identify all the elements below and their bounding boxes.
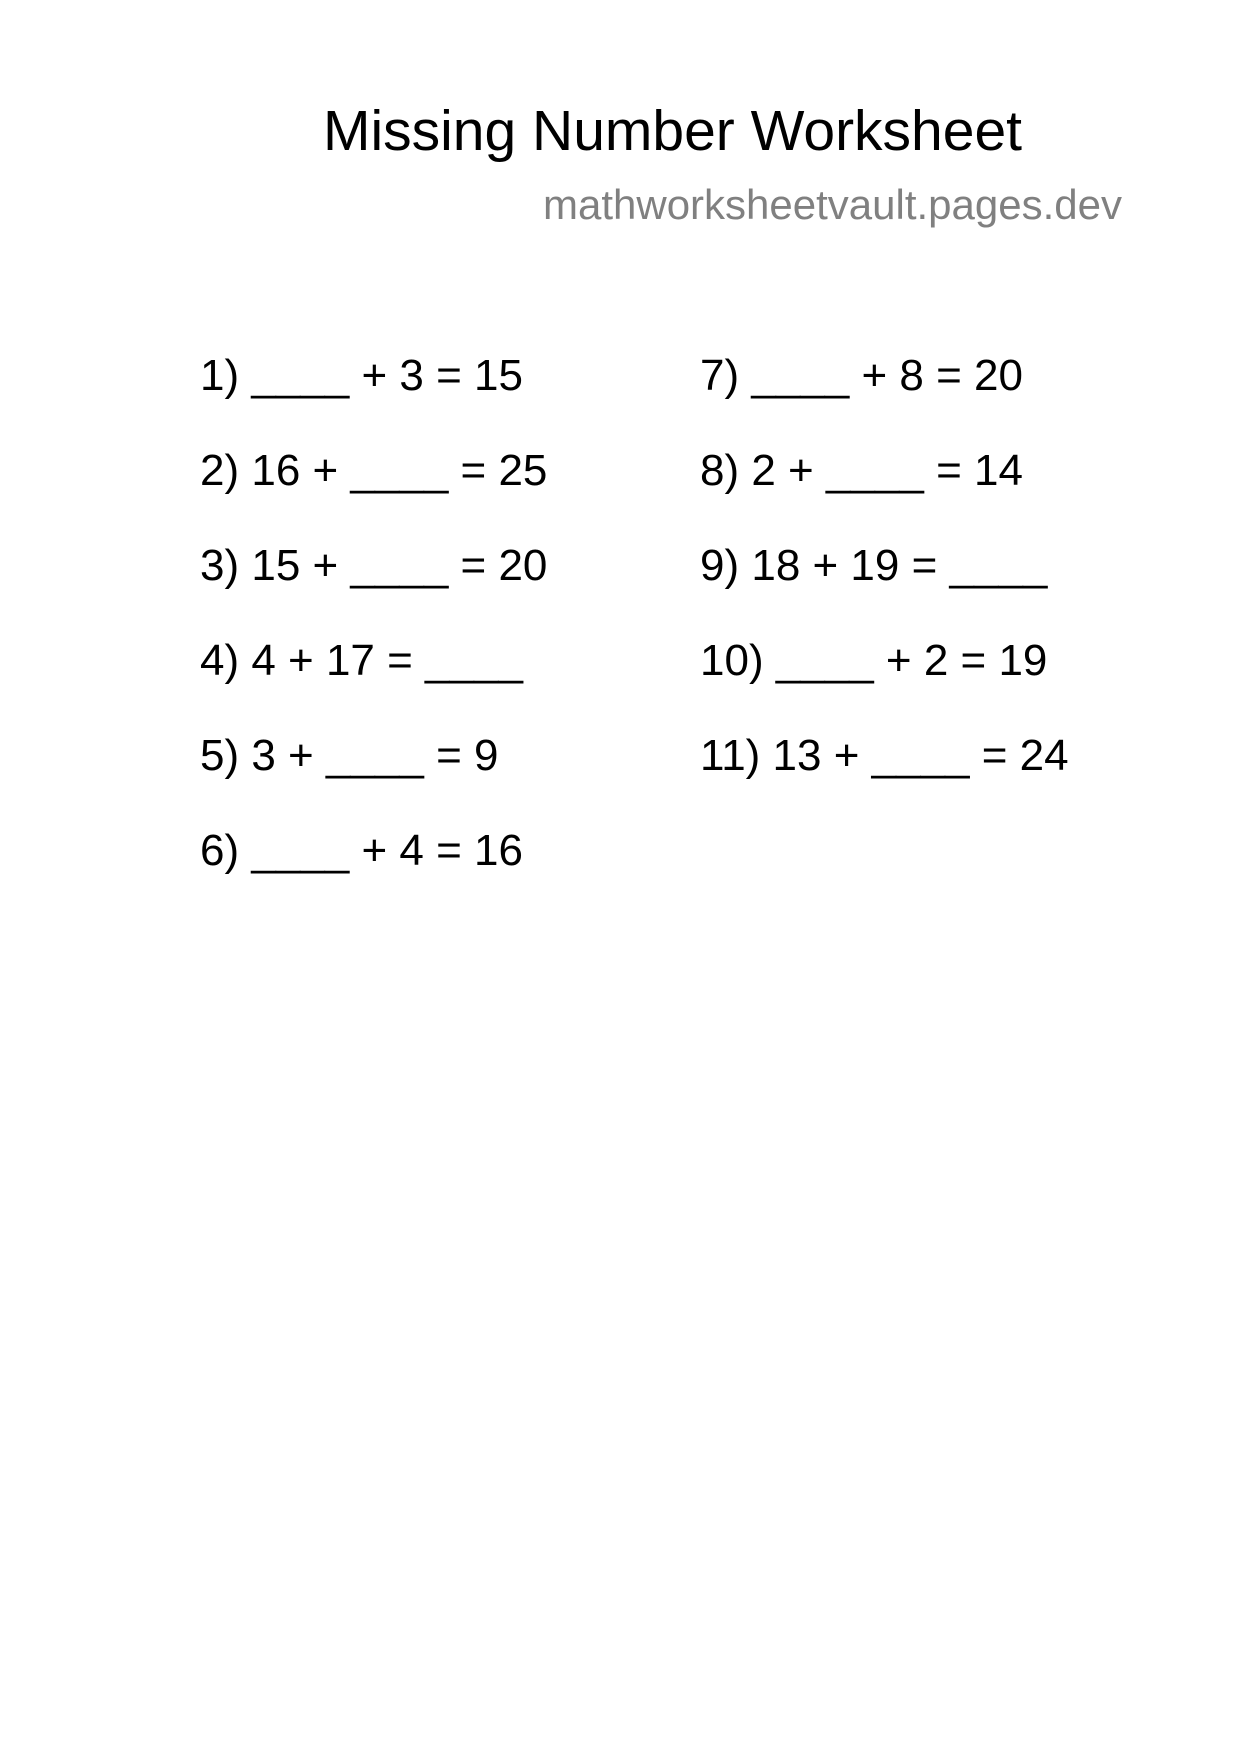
problem-9: 9) 18 + 19 = ____ bbox=[700, 541, 1048, 590]
problem-5: 5) 3 + ____ = 9 bbox=[200, 731, 499, 780]
problem-6: 6) ____ + 4 = 16 bbox=[200, 826, 523, 875]
problem-3: 3) 15 + ____ = 20 bbox=[200, 541, 548, 590]
source-site: mathworksheetvault.pages.dev bbox=[543, 181, 1122, 228]
problems-column-left bbox=[200, 350, 547, 920]
worksheet-title: Missing Number Worksheet bbox=[322, 99, 1022, 163]
problems-column-right bbox=[700, 350, 1069, 825]
problem-1: 1) ____ + 3 = 15 bbox=[200, 351, 523, 400]
problem-8: 8) 2 + ____ = 14 bbox=[700, 446, 1023, 495]
problem-4: 4) 4 + 17 = ____ bbox=[200, 636, 523, 685]
problem-11: 11) 13 + ____ = 24 bbox=[700, 731, 1069, 780]
problem-10: 10) ____ + 2 = 19 bbox=[700, 636, 1048, 685]
problem-2: 2) 16 + ____ = 25 bbox=[200, 446, 548, 495]
problem-7: 7) ____ + 8 = 20 bbox=[700, 351, 1023, 400]
